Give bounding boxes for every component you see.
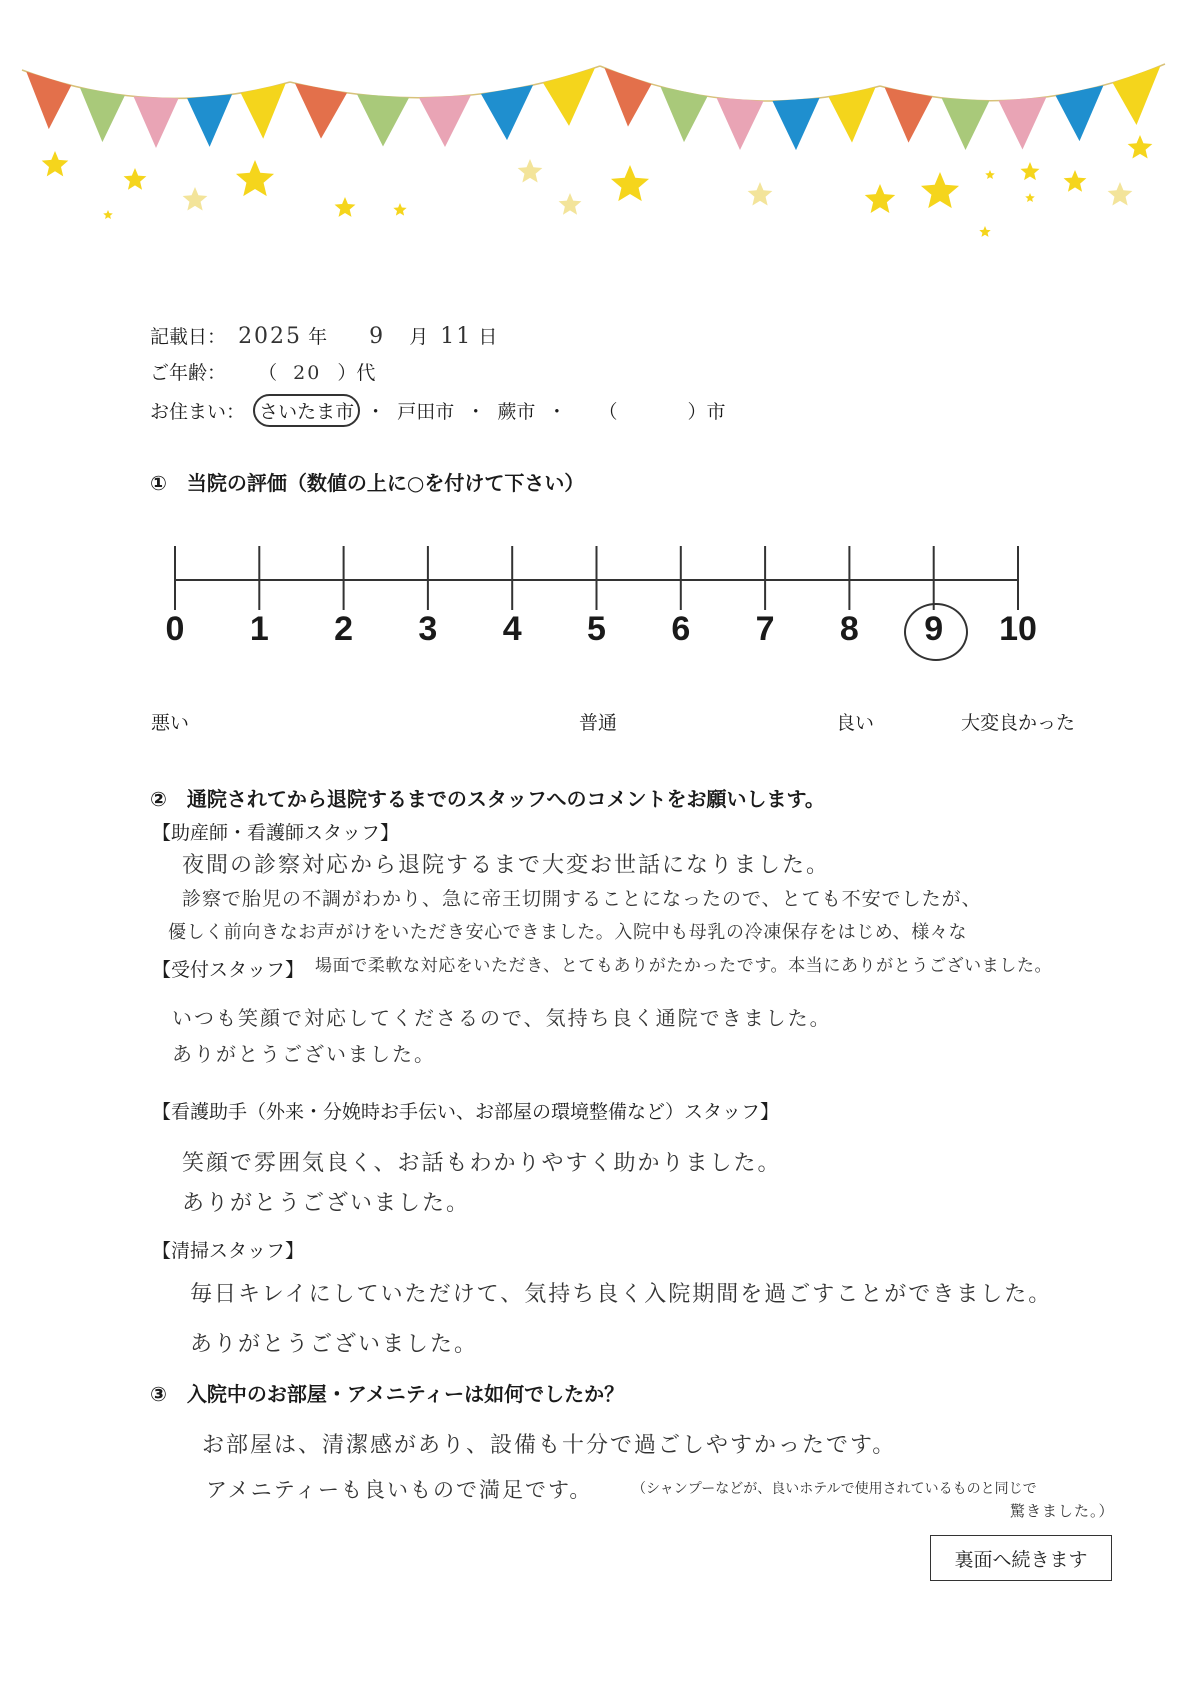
star-icon xyxy=(921,172,959,208)
bunting-flag xyxy=(772,98,819,150)
bunting-flag xyxy=(828,87,875,142)
star-icon xyxy=(979,226,990,237)
reception-comment-line: いつも笑顔で対応してくださるので、気持ち良く通院できました。 xyxy=(172,1006,832,1030)
star-icon xyxy=(611,165,649,201)
star-icon xyxy=(1108,182,1133,206)
bunting-flag xyxy=(133,96,178,148)
cleaning-comment-line: ありがとうございました。 xyxy=(190,1332,479,1357)
assistant-comment-line: ありがとうございました。 xyxy=(182,1191,471,1216)
midwife-comment-line: 夜間の診察対応から退院するまで大変お世話になりました。 xyxy=(182,853,831,878)
midwife-comment-line: 優しく前向きなお声がけをいただき安心できました。入院中も母乳の冷凍保存をはじめ、様々な xyxy=(168,922,968,943)
bunting-flag xyxy=(26,72,71,130)
bunting-flag xyxy=(357,94,409,146)
reception-label: 【受付スタッフ】 xyxy=(152,959,305,981)
date-month-unit: 月 xyxy=(409,326,429,348)
rating-heading: ① 当院の評価（数値の上に○を付けて下さい） xyxy=(150,471,585,495)
bunting-flag xyxy=(419,95,471,147)
residence-row xyxy=(150,394,726,427)
star-icon xyxy=(1128,135,1153,159)
midwife-label: 【助産師・看護師スタッフ】 xyxy=(152,822,400,844)
scale-tick-label: 10 xyxy=(999,610,1037,648)
date-day-unit: 日 xyxy=(478,326,498,348)
star-icon xyxy=(1020,162,1039,180)
residence-separator: ・ xyxy=(366,401,386,423)
bunting-decoration xyxy=(0,0,1190,260)
residence-separator: ・ xyxy=(547,401,567,423)
age-value: 20 xyxy=(293,362,322,384)
star-icon xyxy=(103,210,113,219)
star-icon xyxy=(1025,193,1035,202)
age-open: （ xyxy=(258,362,278,384)
room-comment-line: アメニティーも良いもので満足です。 xyxy=(206,1478,593,1502)
scale-tick-label: 4 xyxy=(502,610,522,648)
star-icon xyxy=(124,168,147,190)
label-very-good: 大変良かった xyxy=(960,712,1076,734)
label-good: 良い xyxy=(835,712,875,734)
bunting-flag xyxy=(80,87,125,142)
rating-scale xyxy=(0,530,1190,610)
star-icon xyxy=(559,193,582,215)
midwife-comment-line: 診察で胎児の不調がわかり、急に帝王切開することになったので、とても不安でしたが、 xyxy=(182,888,982,910)
scale-tick-label: 8 xyxy=(839,610,859,648)
scale-tick-label: 2 xyxy=(334,610,354,648)
bunting-flag xyxy=(1113,66,1161,125)
room-comment-line: お部屋は、清潔感があり、設備も十分で過ごしやすかったです。 xyxy=(202,1433,897,1458)
star-icon xyxy=(183,187,208,211)
residence-option-warabi: 蕨市 xyxy=(497,401,536,423)
age-row xyxy=(150,358,375,385)
residence-other-close: ）市 xyxy=(687,401,726,423)
label-bad: 悪い xyxy=(150,712,190,734)
star-icon xyxy=(42,151,69,176)
star-icon xyxy=(748,182,773,206)
bunting-flag xyxy=(999,97,1047,150)
bunting-flag xyxy=(716,98,763,150)
bunting-flag xyxy=(295,83,347,138)
room-comment-aside: （シャンプーなどが、良いホテルで使用されているものと同じで xyxy=(632,1481,1037,1497)
assistant-comment-line: 笑顔で雰囲気良く、お話もわかりやすく助かりました。 xyxy=(182,1151,782,1176)
date-label: 記載日： xyxy=(150,326,227,348)
bunting-flag xyxy=(942,98,990,150)
bunting-flag xyxy=(481,85,533,140)
bunting-flag xyxy=(543,68,595,126)
bunting-flag xyxy=(187,94,232,147)
assistant-label: 【看護助手（外来・分娩時お手伝い、お部屋の環境整備など）スタッフ】 xyxy=(152,1101,780,1123)
scale-tick-label: 0 xyxy=(165,610,185,648)
star-icon xyxy=(1064,170,1087,192)
residence-option-saitama: さいたま市 xyxy=(253,394,360,427)
date-day-value: 11 xyxy=(440,324,473,349)
date-year-value: 2025 xyxy=(238,324,303,349)
scale-tick-label: 1 xyxy=(249,610,269,648)
cleaning-comment-line: 毎日キレイにしていただけて、気持ち良く入院期間を過ごすことができました。 xyxy=(190,1282,1053,1307)
scale-tick-label: 9 xyxy=(924,610,944,648)
star-icon xyxy=(985,170,995,179)
bunting-flag xyxy=(604,68,651,127)
age-close: ）代 xyxy=(337,362,376,384)
star-icon xyxy=(393,203,406,216)
continue-on-back-box: 裏面へ続きます xyxy=(930,1535,1112,1581)
residence-label: お住まい： xyxy=(150,401,246,423)
age-label: ご年齢： xyxy=(150,362,227,384)
date-row xyxy=(150,322,497,349)
label-normal: 普通 xyxy=(578,712,618,734)
bunting-flag xyxy=(885,87,933,142)
scale-tick-label: 5 xyxy=(587,610,606,648)
date-month-value: 9 xyxy=(369,324,386,349)
selected-rating-circle xyxy=(904,603,968,661)
star-icon xyxy=(865,184,895,213)
star-icon xyxy=(236,160,274,196)
reception-comment-line: ありがとうございました。 xyxy=(172,1042,436,1066)
midwife-comment-line: 場面で柔軟な対応をいただき、とてもありがたかったです。本当にありがとうございました。 xyxy=(315,956,1053,976)
date-year-unit: 年 xyxy=(308,326,328,348)
room-comment-aside-end: 驚きました。） xyxy=(1010,1502,1115,1520)
star-icon xyxy=(518,159,543,183)
staff-heading: ② 通院されてから退院するまでのスタッフへのコメントをお願いします。 xyxy=(150,787,825,811)
scale-tick-label: 6 xyxy=(671,610,691,648)
cleaning-label: 【清掃スタッフ】 xyxy=(152,1240,305,1262)
residence-separator: ・ xyxy=(466,401,486,423)
residence-other-open: （ xyxy=(598,401,618,423)
scale-tick-label: 3 xyxy=(418,610,438,648)
scale-tick-label: 7 xyxy=(755,610,775,648)
star-icon xyxy=(335,197,356,217)
residence-option-toda: 戸田市 xyxy=(397,401,455,423)
room-heading: ③ 入院中のお部屋・アメニティーは如何でしたか？ xyxy=(150,1382,625,1406)
